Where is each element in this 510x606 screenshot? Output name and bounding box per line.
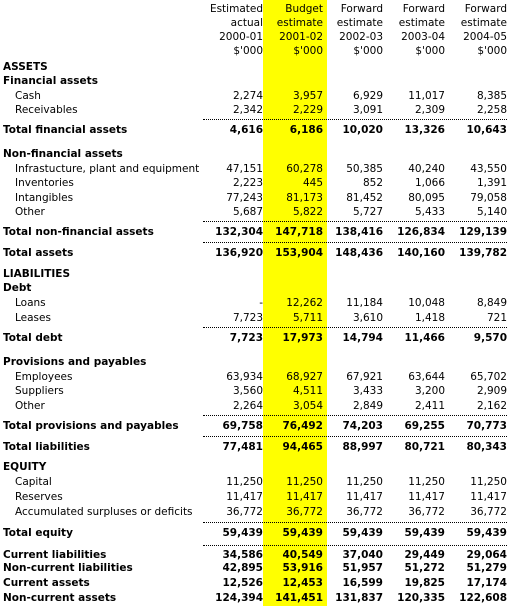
column-header-line: $'000: [233, 45, 263, 57]
table-row: [0, 384, 510, 399]
row-label: Suppliers: [15, 385, 64, 397]
table-row: [0, 205, 510, 220]
cell-budget-estimate: 141,451: [275, 592, 323, 604]
cell-forward-2003-04: 11,466: [404, 332, 445, 344]
cell-forward-2003-04: 120,335: [397, 592, 445, 604]
column-header-line: Forward: [402, 3, 445, 15]
row-label: Infrastucture, plant and equipment: [15, 163, 200, 175]
cell-forward-2002-03: 131,837: [335, 592, 383, 604]
column-header-line: Budget: [285, 3, 323, 15]
table-row: [0, 370, 510, 385]
cell-forward-2004-05: 65,702: [470, 371, 507, 383]
table-row: [0, 526, 510, 541]
column-header-line: 2000-01: [219, 31, 263, 43]
cell-forward-2003-04: 63,644: [408, 371, 445, 383]
cell-forward-2003-04: 1,418: [414, 312, 445, 324]
table-row: [0, 311, 510, 326]
row-label: Non-current assets: [3, 592, 117, 604]
column-header-line: estimate: [336, 17, 383, 29]
table-row: [0, 399, 510, 414]
cell-budget-estimate: 445: [302, 177, 323, 189]
cell-estimated-actual: 36,772: [226, 506, 263, 518]
cell-budget-estimate: 2,229: [292, 104, 323, 116]
cell-budget-estimate: 81,173: [286, 192, 323, 204]
table-row: [0, 561, 510, 576]
section-heading: [0, 60, 510, 75]
section-heading: [0, 281, 510, 296]
table-row: [0, 331, 510, 346]
cell-budget-estimate: 53,916: [282, 562, 323, 574]
cell-budget-estimate: 76,492: [282, 420, 323, 432]
cell-estimated-actual: -: [259, 297, 263, 309]
cell-budget-estimate: 6,186: [289, 124, 323, 136]
row-label: Intangibles: [15, 192, 74, 204]
cell-forward-2004-05: 5,140: [476, 206, 507, 218]
cell-budget-estimate: 11,417: [286, 491, 323, 503]
rule-line: [203, 327, 507, 328]
cell-budget-estimate: 40,549: [282, 549, 323, 561]
cell-estimated-actual: 4,616: [229, 124, 263, 136]
rule-line: [203, 242, 507, 243]
rule-line: [203, 221, 507, 222]
section-heading: [0, 74, 510, 89]
cell-forward-2002-03: 16,599: [342, 577, 383, 589]
row-label: EQUITY: [3, 461, 47, 473]
cell-forward-2003-04: 40,240: [408, 163, 445, 175]
cell-budget-estimate: 17,973: [282, 332, 323, 344]
cell-forward-2003-04: 140,160: [397, 247, 445, 259]
cell-forward-2002-03: 50,385: [346, 163, 383, 175]
column-header-line: estimate: [398, 17, 445, 29]
row-label: Total non-financial assets: [3, 226, 154, 238]
cell-estimated-actual: 11,417: [226, 491, 263, 503]
column-header-estimated-actual: [203, 2, 263, 58]
table-row: [0, 591, 510, 606]
row-label: Total provisions and payables: [3, 420, 179, 432]
table-row: [0, 490, 510, 505]
table-row: [0, 176, 510, 191]
column-header-line: 2003-04: [401, 31, 445, 43]
cell-forward-2004-05: 8,849: [476, 297, 507, 309]
cell-forward-2003-04: 1,066: [414, 177, 445, 189]
column-header-line: $'000: [415, 45, 445, 57]
cell-budget-estimate: 12,453: [282, 577, 323, 589]
section-heading: [0, 355, 510, 370]
row-label: Financial assets: [3, 75, 98, 87]
row-label: Other: [15, 206, 45, 218]
row-label: Cash: [15, 90, 41, 102]
row-label: Leases: [15, 312, 51, 324]
cell-budget-estimate: 4,511: [292, 385, 323, 397]
cell-budget-estimate: 5,822: [292, 206, 323, 218]
cell-estimated-actual: 11,250: [226, 476, 263, 488]
row-label: Total debt: [3, 332, 63, 344]
row-label: Total equity: [3, 527, 73, 539]
cell-estimated-actual: 12,526: [222, 577, 263, 589]
cell-forward-2004-05: 1,391: [476, 177, 507, 189]
row-label: Capital: [15, 476, 52, 488]
table-row: [0, 123, 510, 138]
cell-forward-2002-03: 67,921: [346, 371, 383, 383]
column-header-line: 2004-05: [463, 31, 507, 43]
table-row: [0, 225, 510, 240]
cell-forward-2004-05: 11,250: [470, 476, 507, 488]
column-header-line: 2001-02: [279, 31, 323, 43]
table-row: [0, 576, 510, 591]
cell-forward-2004-05: 79,058: [470, 192, 507, 204]
cell-forward-2004-05: 11,417: [470, 491, 507, 503]
cell-forward-2002-03: 51,957: [342, 562, 383, 574]
cell-forward-2003-04: 11,017: [408, 90, 445, 102]
column-header-line: $'000: [293, 45, 323, 57]
cell-forward-2002-03: 14,794: [342, 332, 383, 344]
cell-estimated-actual: 136,920: [215, 247, 263, 259]
cell-estimated-actual: 63,934: [226, 371, 263, 383]
cell-budget-estimate: 60,278: [286, 163, 323, 175]
cell-forward-2004-05: 29,064: [466, 549, 507, 561]
row-label: Current assets: [3, 577, 90, 589]
row-label: Total liabilities: [3, 441, 90, 453]
cell-estimated-actual: 2,264: [232, 400, 263, 412]
cell-forward-2004-05: 129,139: [459, 226, 507, 238]
cell-forward-2002-03: 74,203: [342, 420, 383, 432]
row-label: Accumulated surpluses or deficits: [15, 506, 193, 518]
column-header-line: $'000: [477, 45, 507, 57]
column-header-line: actual: [230, 17, 263, 29]
cell-forward-2002-03: 37,040: [342, 549, 383, 561]
section-heading: [0, 147, 510, 162]
cell-forward-2002-03: 11,250: [346, 476, 383, 488]
cell-forward-2004-05: 721: [486, 312, 507, 324]
row-label: Loans: [15, 297, 46, 309]
table-row: [0, 440, 510, 455]
cell-forward-2003-04: 2,411: [414, 400, 445, 412]
rule-line: [203, 436, 507, 437]
row-label: Total assets: [3, 247, 74, 259]
cell-estimated-actual: 3,560: [232, 385, 263, 397]
cell-estimated-actual: 77,243: [226, 192, 263, 204]
table-row: [0, 162, 510, 177]
section-heading: [0, 267, 510, 282]
cell-estimated-actual: 7,723: [232, 312, 263, 324]
cell-estimated-actual: 2,223: [232, 177, 263, 189]
cell-forward-2002-03: 59,439: [342, 527, 383, 539]
cell-forward-2003-04: 11,250: [408, 476, 445, 488]
cell-forward-2002-03: 138,416: [335, 226, 383, 238]
column-header-line: $'000: [353, 45, 383, 57]
cell-forward-2003-04: 80,721: [404, 441, 445, 453]
column-header-line: estimate: [276, 17, 323, 29]
column-header-line: 2002-03: [339, 31, 383, 43]
row-label: Employees: [15, 371, 73, 383]
cell-budget-estimate: 68,927: [286, 371, 323, 383]
cell-forward-2002-03: 5,727: [352, 206, 383, 218]
cell-estimated-actual: 2,274: [232, 90, 263, 102]
cell-estimated-actual: 42,895: [222, 562, 263, 574]
cell-forward-2003-04: 5,433: [414, 206, 445, 218]
cell-budget-estimate: 12,262: [286, 297, 323, 309]
cell-forward-2003-04: 3,200: [414, 385, 445, 397]
column-header-forward-2004-05: [447, 2, 507, 58]
column-header-line: Estimated: [209, 3, 263, 15]
row-label: Reserves: [15, 491, 63, 503]
cell-forward-2002-03: 852: [362, 177, 383, 189]
cell-forward-2002-03: 6,929: [352, 90, 383, 102]
cell-forward-2004-05: 8,385: [476, 90, 507, 102]
cell-forward-2002-03: 3,610: [352, 312, 383, 324]
rule-line: [203, 119, 507, 120]
cell-forward-2002-03: 36,772: [346, 506, 383, 518]
cell-forward-2002-03: 11,417: [346, 491, 383, 503]
cell-forward-2002-03: 2,849: [352, 400, 383, 412]
cell-forward-2003-04: 10,048: [408, 297, 445, 309]
cell-forward-2004-05: 10,643: [466, 124, 507, 136]
cell-forward-2004-05: 80,343: [466, 441, 507, 453]
cell-budget-estimate: 59,439: [282, 527, 323, 539]
cell-forward-2004-05: 9,570: [473, 332, 507, 344]
section-heading: [0, 460, 510, 475]
cell-budget-estimate: 36,772: [286, 506, 323, 518]
cell-estimated-actual: 124,394: [215, 592, 263, 604]
column-header-forward-2002-03: [323, 2, 383, 58]
cell-estimated-actual: 34,586: [222, 549, 263, 561]
cell-estimated-actual: 69,758: [222, 420, 263, 432]
cell-budget-estimate: 94,465: [282, 441, 323, 453]
cell-forward-2002-03: 3,091: [352, 104, 383, 116]
row-label: Debt: [3, 282, 32, 294]
table-row: [0, 475, 510, 490]
column-header-budget-estimate: [263, 2, 323, 58]
rule-line: [203, 415, 507, 416]
rule-line: [203, 522, 507, 523]
cell-forward-2004-05: 17,174: [466, 577, 507, 589]
row-label: ASSETS: [3, 61, 48, 73]
cell-estimated-actual: 7,723: [229, 332, 263, 344]
column-header-line: Forward: [340, 3, 383, 15]
cell-forward-2002-03: 81,452: [346, 192, 383, 204]
cell-forward-2004-05: 139,782: [459, 247, 507, 259]
cell-estimated-actual: 59,439: [222, 527, 263, 539]
cell-forward-2004-05: 36,772: [470, 506, 507, 518]
column-header-line: Forward: [464, 3, 507, 15]
rule-line: [203, 545, 507, 546]
cell-forward-2002-03: 11,184: [346, 297, 383, 309]
table-row: [0, 505, 510, 520]
column-header-line: estimate: [460, 17, 507, 29]
cell-forward-2002-03: 148,436: [335, 247, 383, 259]
cell-forward-2003-04: 59,439: [404, 527, 445, 539]
cell-forward-2003-04: 2,309: [414, 104, 445, 116]
cell-budget-estimate: 153,904: [275, 247, 323, 259]
cell-forward-2004-05: 122,608: [459, 592, 507, 604]
row-label: LIABILITIES: [3, 268, 71, 280]
cell-forward-2004-05: 51,279: [466, 562, 507, 574]
cell-estimated-actual: 132,304: [215, 226, 263, 238]
cell-forward-2003-04: 69,255: [404, 420, 445, 432]
row-label: Other: [15, 400, 45, 412]
cell-estimated-actual: 2,342: [232, 104, 263, 116]
row-label: Non-financial assets: [3, 148, 123, 160]
cell-forward-2003-04: 36,772: [408, 506, 445, 518]
cell-forward-2003-04: 80,095: [408, 192, 445, 204]
table-row: [0, 191, 510, 206]
cell-forward-2002-03: 10,020: [342, 124, 383, 136]
cell-budget-estimate: 5,711: [292, 312, 323, 324]
cell-forward-2002-03: 88,997: [342, 441, 383, 453]
column-header-forward-2003-04: [385, 2, 445, 58]
cell-estimated-actual: 5,687: [232, 206, 263, 218]
cell-forward-2004-05: 2,258: [476, 104, 507, 116]
cell-forward-2003-04: 29,449: [404, 549, 445, 561]
cell-forward-2003-04: 19,825: [404, 577, 445, 589]
cell-forward-2004-05: 2,162: [476, 400, 507, 412]
cell-estimated-actual: 47,151: [226, 163, 263, 175]
row-label: Current liabilities: [3, 549, 107, 561]
table-row: [0, 89, 510, 104]
cell-forward-2004-05: 43,550: [470, 163, 507, 175]
row-label: Total financial assets: [3, 124, 128, 136]
cell-forward-2004-05: 59,439: [466, 527, 507, 539]
cell-budget-estimate: 3,957: [292, 90, 323, 102]
cell-budget-estimate: 11,250: [286, 476, 323, 488]
table-row: [0, 103, 510, 118]
cell-forward-2003-04: 11,417: [408, 491, 445, 503]
row-label: Inventories: [15, 177, 74, 189]
cell-forward-2003-04: 126,834: [397, 226, 445, 238]
cell-forward-2004-05: 70,773: [466, 420, 507, 432]
cell-estimated-actual: 77,481: [222, 441, 263, 453]
table-row: [0, 246, 510, 261]
cell-forward-2003-04: 51,272: [404, 562, 445, 574]
row-label: Provisions and payables: [3, 356, 147, 368]
cell-budget-estimate: 3,054: [292, 400, 323, 412]
table-row: [0, 296, 510, 311]
cell-forward-2004-05: 2,909: [476, 385, 507, 397]
row-label: Non-current liabilities: [3, 562, 133, 574]
table-row: [0, 419, 510, 434]
cell-forward-2002-03: 3,433: [352, 385, 383, 397]
cell-budget-estimate: 147,718: [275, 226, 323, 238]
cell-forward-2003-04: 13,326: [404, 124, 445, 136]
row-label: Receivables: [15, 104, 78, 116]
